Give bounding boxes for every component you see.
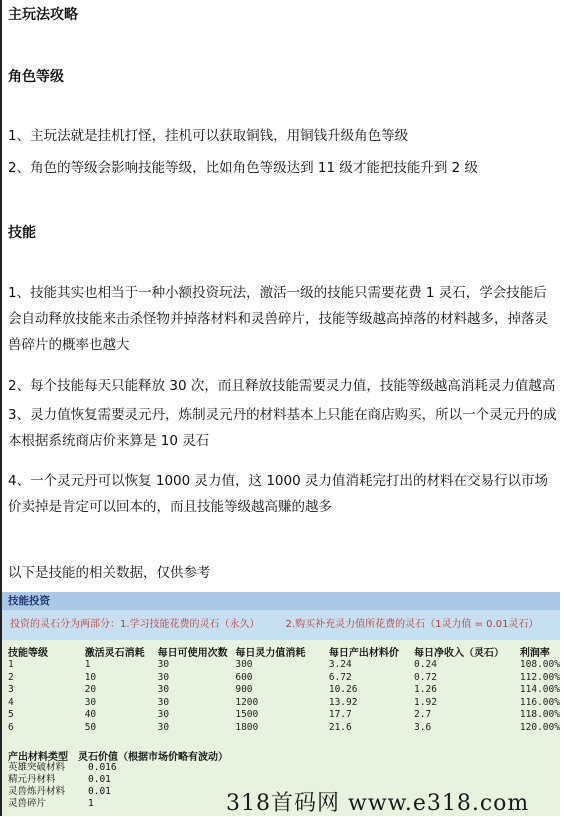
table-cell: 108.00%: [519, 659, 560, 670]
table-cell: 10: [84, 671, 97, 683]
paragraph: 3、灵力值恢复需要灵元丹，炼制灵元丹的材料基本上只能在商店购买，所以一个灵元丹的成本根据系统商店价来算是 10 灵石: [8, 407, 557, 449]
table-cell: 30: [157, 671, 170, 683]
table-cell: 30: [84, 696, 97, 708]
column-header: 每日产出材料价: [328, 648, 399, 659]
table-row: [8, 722, 560, 735]
table-cell: 0.24: [414, 659, 437, 670]
table-cell: 112.00%: [519, 671, 560, 683]
material-row: [8, 786, 111, 798]
table-cell: 30: [157, 696, 170, 708]
column-header: 每日可使用次数: [157, 648, 228, 659]
material-name: 灵兽碎片: [8, 798, 47, 809]
table-cell: 1800: [235, 721, 259, 733]
table-cell: 30: [157, 684, 170, 695]
material-value: 0.01: [88, 786, 111, 797]
material-value: 0.01: [88, 774, 111, 785]
column-header: 激活灵石消耗: [84, 648, 145, 659]
table-cell: 114.00%: [519, 684, 560, 695]
table-cell: 118.00%: [519, 709, 560, 720]
table-cell: 6: [8, 721, 14, 733]
column-header: 每日净收入（灵石）: [414, 648, 505, 659]
materials-header-value: 灵石价值（根据市场价略有波动）: [78, 752, 228, 763]
table-note-part-1: 投资的灵石分为两部分：1.学习技能花费的灵石（永久）: [10, 619, 260, 630]
column-header: 每日灵力值消耗: [235, 648, 306, 659]
table-cell: 3: [8, 684, 14, 695]
table-row: [8, 684, 560, 697]
table-cell: 600: [235, 671, 253, 683]
table-cell: 2.7: [414, 709, 432, 720]
table-row: [8, 659, 560, 672]
table-cell: 30: [157, 721, 170, 733]
paragraph: 1、技能其实也相当于一种小额投资玩法，激活一级的技能只需要花费 1 灵石，学会技能后会自动释放技能来击杀怪物并掉落材料和灵兽碎片，技能等级越高掉落的材料越多，掉落灵兽碎片的概率也越大: [8, 285, 548, 353]
table-cell: 40: [84, 709, 97, 720]
table-cell: 3.24: [328, 659, 352, 670]
table-cell: 21.6: [328, 721, 352, 733]
material-name: 灵兽炼丹材料: [8, 786, 66, 797]
intro-line: 以下是技能的相关数据，仅供参考: [8, 565, 211, 581]
material-row: [8, 774, 111, 786]
material-value: 0.016: [88, 762, 117, 773]
table-cell: 30: [157, 659, 170, 670]
materials-header-type: 产出材料类型: [8, 752, 68, 763]
table-cell: 1200: [235, 696, 259, 708]
table-cell: 0.72: [414, 671, 437, 683]
material-name: 英雄突破材料: [8, 762, 66, 773]
paragraph: 2、每个技能每天只能释放 30 次，而且释放技能需要灵力值，技能等级越高消耗灵力值越高: [8, 378, 556, 394]
table-cell: 50: [84, 721, 97, 733]
table-cell: 1500: [235, 709, 259, 720]
table-cell: 900: [235, 684, 253, 695]
table-cell: 13.92: [328, 696, 358, 708]
material-row: [8, 762, 117, 774]
column-header: 技能等级: [8, 648, 48, 659]
table-cell: 20: [84, 684, 97, 695]
table-note-part-2: 2.购买补充灵力值所花费的灵石（1灵力值 = 0.01灵石）: [285, 619, 539, 630]
table-cell: 1: [8, 659, 14, 670]
paragraph: 1、主玩法就是挂机打怪，挂机可以获取铜钱，用铜钱升级角色等级: [8, 128, 409, 144]
column-header: 利润率: [519, 648, 550, 659]
table-cell: 5: [8, 709, 14, 720]
table-cell: 6.72: [328, 671, 352, 683]
table-row: [8, 697, 560, 710]
table-cell: 1.92: [414, 696, 437, 708]
table-cell: 1.26: [414, 684, 437, 695]
paragraph: 2、角色的等级会影响技能等级，比如角色等级达到 11 级才能把技能升到 2 级: [8, 160, 479, 176]
table-row: [8, 709, 560, 722]
table-cell: 4: [8, 696, 14, 708]
skill-table: [8, 644, 560, 734]
page-title: 主玩法攻略: [8, 7, 78, 23]
table-cell: 116.00%: [519, 696, 560, 708]
table-cell: 10.26: [328, 684, 358, 695]
table-cell: 3.6: [414, 721, 432, 733]
table-cell: 30: [157, 709, 170, 720]
material-name: 精元丹材料: [8, 774, 56, 785]
material-row: [8, 798, 94, 810]
materials-header: [8, 748, 228, 763]
table-note: [2, 610, 560, 640]
table-row: [8, 672, 560, 685]
skill-investment-table-image: [2, 592, 560, 816]
table-cell: 300: [235, 659, 253, 670]
table-cell: 2: [8, 671, 14, 683]
section-heading-character-level: 角色等级: [8, 69, 64, 85]
table-cell: 17.7: [328, 709, 352, 720]
section-heading-skills: 技能: [8, 225, 36, 241]
material-value: 1: [88, 798, 94, 809]
table-header: 技能投资: [2, 592, 560, 610]
site-watermark: 318首码网 www.e318.com: [226, 791, 530, 816]
table-cell: 1: [84, 659, 91, 670]
paragraph: 4、一个灵元丹可以恢复 1000 灵力值，这 1000 灵力值消耗完打出的材料在交易行以市场价卖掉是肯定可以回本的，而且技能等级越高赚的越多: [8, 473, 548, 515]
table-header-row: [8, 644, 560, 659]
table-cell: 120.00%: [519, 721, 560, 733]
